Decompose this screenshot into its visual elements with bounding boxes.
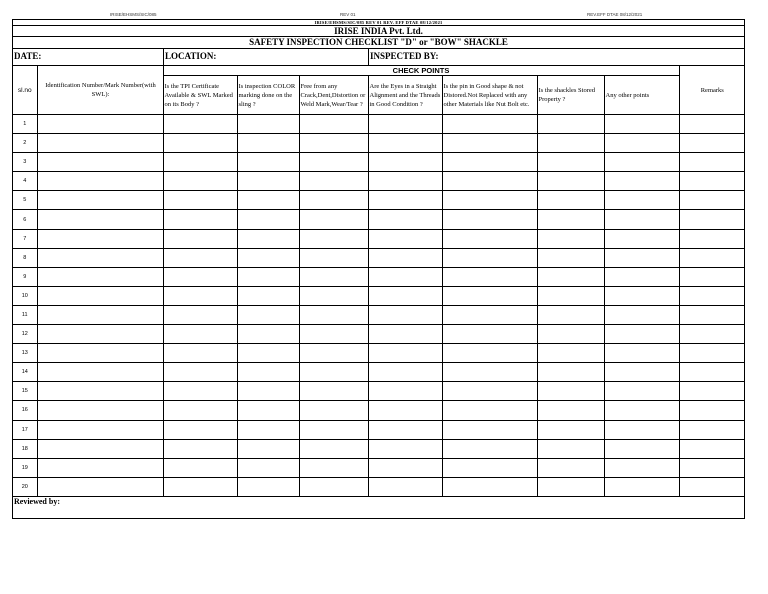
- entry-cell[interactable]: [679, 305, 744, 324]
- entry-cell[interactable]: [237, 344, 299, 363]
- entry-cell[interactable]: [679, 172, 744, 191]
- entry-cell[interactable]: [368, 458, 442, 477]
- entry-cell[interactable]: [537, 115, 604, 134]
- entry-cell[interactable]: [537, 210, 604, 229]
- entry-cell[interactable]: [368, 344, 442, 363]
- table-row: [13, 210, 744, 229]
- doc-code-label: IRISE/EHSMS/SIC/085: [110, 12, 157, 17]
- row-number: 14: [13, 363, 37, 382]
- entry-cell[interactable]: [604, 267, 679, 286]
- entry-cell[interactable]: [368, 134, 442, 153]
- col-slno: sl.no: [13, 66, 37, 115]
- entry-cell[interactable]: [237, 477, 299, 496]
- table-row: [13, 477, 744, 496]
- entry-cell[interactable]: [237, 305, 299, 324]
- entry-cell[interactable]: [237, 191, 299, 210]
- table-row: [13, 134, 744, 153]
- entry-cell[interactable]: [163, 458, 237, 477]
- entry-cell[interactable]: [442, 401, 537, 420]
- entry-cell[interactable]: [163, 305, 237, 324]
- entry-cell[interactable]: [37, 458, 163, 477]
- table-row: [13, 305, 744, 324]
- entry-cell[interactable]: [679, 286, 744, 305]
- entry-cell[interactable]: [679, 344, 744, 363]
- table-row: [13, 382, 744, 401]
- entry-cell[interactable]: [163, 363, 237, 382]
- entry-cell[interactable]: [604, 363, 679, 382]
- col-remarks: Remarks: [679, 66, 744, 115]
- entry-cell[interactable]: [442, 191, 537, 210]
- entry-cell[interactable]: [163, 134, 237, 153]
- entry-cell[interactable]: [604, 172, 679, 191]
- row-number: 7: [13, 229, 37, 248]
- table-row: [13, 115, 744, 134]
- entry-cell[interactable]: [537, 363, 604, 382]
- entry-cell[interactable]: [163, 191, 237, 210]
- entry-cell[interactable]: [679, 477, 744, 496]
- entry-cell[interactable]: [37, 229, 163, 248]
- entry-cell[interactable]: [237, 229, 299, 248]
- entry-cell[interactable]: [37, 172, 163, 191]
- row-number: 3: [13, 153, 37, 172]
- entry-cell[interactable]: [442, 363, 537, 382]
- entry-cell[interactable]: [368, 382, 442, 401]
- row-number: 12: [13, 325, 37, 344]
- entry-cell[interactable]: [537, 229, 604, 248]
- entry-cell[interactable]: [604, 382, 679, 401]
- entry-cell[interactable]: [442, 305, 537, 324]
- entry-cell[interactable]: [604, 210, 679, 229]
- entry-cell[interactable]: [604, 248, 679, 267]
- entry-cell[interactable]: [37, 248, 163, 267]
- table-row: [13, 267, 744, 286]
- entry-cell[interactable]: [163, 229, 237, 248]
- entry-cell[interactable]: [237, 382, 299, 401]
- entry-cell[interactable]: [442, 267, 537, 286]
- table-row: [13, 401, 744, 420]
- entry-cell[interactable]: [368, 477, 442, 496]
- col-tpi-certificate: Is the TPI Certificate Available & SWL Marked on its Body ?: [163, 76, 237, 115]
- entry-cell[interactable]: [299, 458, 368, 477]
- col-eyes-alignment: Are the Eyes in a Straight Alignment and the Threads in Good Condition ?: [368, 76, 442, 115]
- table-row: [13, 248, 744, 267]
- table-row: [13, 363, 744, 382]
- entry-cell[interactable]: [537, 401, 604, 420]
- entry-cell[interactable]: [368, 286, 442, 305]
- company-name: IRISE INDIA Pvt. Ltd.: [13, 26, 744, 37]
- entry-cell[interactable]: [37, 134, 163, 153]
- entry-cell[interactable]: [237, 153, 299, 172]
- entry-cell[interactable]: [604, 115, 679, 134]
- entry-cell[interactable]: [299, 229, 368, 248]
- entry-cell[interactable]: [679, 229, 744, 248]
- entry-cell[interactable]: [679, 191, 744, 210]
- entry-cell[interactable]: [604, 401, 679, 420]
- entry-cell[interactable]: [368, 229, 442, 248]
- entry-cell[interactable]: [604, 325, 679, 344]
- col-color-marking: Is inspection COLOR marking done on the sling ?: [237, 76, 299, 115]
- entry-cell[interactable]: [604, 439, 679, 458]
- entry-cell[interactable]: [679, 420, 744, 439]
- row-number: 2: [13, 134, 37, 153]
- table-row: [13, 420, 744, 439]
- row-number: 6: [13, 210, 37, 229]
- entry-cell[interactable]: [299, 248, 368, 267]
- entry-cell[interactable]: [604, 153, 679, 172]
- col-identification: Identification Number/Mark Number(with SWL):: [37, 66, 163, 115]
- entry-cell[interactable]: [37, 191, 163, 210]
- entry-cell[interactable]: [237, 420, 299, 439]
- entry-cell[interactable]: [537, 134, 604, 153]
- entry-cell[interactable]: [537, 344, 604, 363]
- entry-cell[interactable]: [299, 153, 368, 172]
- table-row: [13, 458, 744, 477]
- entry-cell[interactable]: [37, 267, 163, 286]
- entry-cell[interactable]: [37, 477, 163, 496]
- entry-cell[interactable]: [299, 477, 368, 496]
- table-row: [13, 191, 744, 210]
- entry-cell[interactable]: [604, 229, 679, 248]
- entry-cell[interactable]: [299, 115, 368, 134]
- row-number: 4: [13, 172, 37, 191]
- row-number: 11: [13, 305, 37, 324]
- checklist-form: [12, 19, 745, 519]
- entry-cell[interactable]: [299, 210, 368, 229]
- entry-cell[interactable]: [537, 420, 604, 439]
- table-row: [13, 172, 744, 191]
- row-number: 16: [13, 401, 37, 420]
- entry-cell[interactable]: [163, 477, 237, 496]
- entry-cell[interactable]: [299, 172, 368, 191]
- entry-cell[interactable]: [442, 286, 537, 305]
- entry-cell[interactable]: [679, 153, 744, 172]
- row-number: 10: [13, 286, 37, 305]
- entry-cell[interactable]: [163, 210, 237, 229]
- entry-cell[interactable]: [37, 286, 163, 305]
- entry-cell[interactable]: [299, 401, 368, 420]
- entry-cell[interactable]: [679, 363, 744, 382]
- entry-cell[interactable]: [537, 325, 604, 344]
- entry-cell[interactable]: [299, 286, 368, 305]
- entry-cell[interactable]: [237, 401, 299, 420]
- col-other-points: Any other points: [604, 76, 679, 115]
- entry-cell[interactable]: [442, 458, 537, 477]
- entry-cell[interactable]: [604, 458, 679, 477]
- entry-cell[interactable]: [237, 286, 299, 305]
- entry-cell[interactable]: [163, 172, 237, 191]
- entry-cell[interactable]: [368, 267, 442, 286]
- entry-cell[interactable]: [299, 420, 368, 439]
- entry-cell[interactable]: [163, 382, 237, 401]
- entry-cell[interactable]: [537, 477, 604, 496]
- row-number: 5: [13, 191, 37, 210]
- reviewed-by: Reviewed by:: [14, 496, 60, 506]
- entry-cell[interactable]: [604, 344, 679, 363]
- entry-cell[interactable]: [537, 191, 604, 210]
- entry-cell[interactable]: [368, 401, 442, 420]
- entry-cell[interactable]: [537, 286, 604, 305]
- check-points-header: CHECK POINTS: [163, 66, 679, 76]
- table-row: [13, 439, 744, 458]
- entry-cell[interactable]: [679, 382, 744, 401]
- entry-cell[interactable]: [368, 420, 442, 439]
- row-number: 13: [13, 344, 37, 363]
- entry-cell[interactable]: [37, 439, 163, 458]
- entry-cell[interactable]: [163, 344, 237, 363]
- entry-cell[interactable]: [163, 420, 237, 439]
- entry-cell[interactable]: [237, 210, 299, 229]
- row-number: 17: [13, 420, 37, 439]
- info-row: [13, 49, 744, 66]
- entry-cell[interactable]: [679, 134, 744, 153]
- entry-cell[interactable]: [604, 191, 679, 210]
- entry-cell[interactable]: [237, 458, 299, 477]
- entry-cell[interactable]: [537, 305, 604, 324]
- entry-cell[interactable]: [604, 477, 679, 496]
- entry-cell[interactable]: [237, 134, 299, 153]
- entry-cell[interactable]: [299, 363, 368, 382]
- entry-cell[interactable]: [237, 439, 299, 458]
- entry-cell[interactable]: [679, 267, 744, 286]
- entry-cell[interactable]: [368, 191, 442, 210]
- entry-cell[interactable]: [37, 363, 163, 382]
- entry-cell[interactable]: [37, 153, 163, 172]
- date-field[interactable]: DATE:: [14, 51, 42, 61]
- entry-cell[interactable]: [442, 172, 537, 191]
- entry-cell[interactable]: [368, 325, 442, 344]
- entry-cell[interactable]: [368, 439, 442, 458]
- entry-cell[interactable]: [163, 325, 237, 344]
- entry-cell[interactable]: [299, 382, 368, 401]
- table-row: [13, 153, 744, 172]
- entry-cell[interactable]: [299, 191, 368, 210]
- entry-cell[interactable]: [604, 134, 679, 153]
- entry-cell[interactable]: [368, 305, 442, 324]
- entry-cell[interactable]: [163, 439, 237, 458]
- entry-cell[interactable]: [299, 344, 368, 363]
- row-number: 20: [13, 477, 37, 496]
- checklist-rows: [13, 115, 744, 497]
- entry-cell[interactable]: [237, 115, 299, 134]
- table-row: [13, 325, 744, 344]
- entry-cell[interactable]: [163, 286, 237, 305]
- form-title: SAFETY INSPECTION CHECKLIST "D" or "BOW" SHACKLE: [13, 37, 744, 49]
- entry-cell[interactable]: [679, 248, 744, 267]
- table-row: [13, 286, 744, 305]
- entry-cell[interactable]: [442, 344, 537, 363]
- entry-cell[interactable]: [679, 115, 744, 134]
- entry-cell[interactable]: [163, 267, 237, 286]
- entry-cell[interactable]: [299, 134, 368, 153]
- entry-cell[interactable]: [299, 439, 368, 458]
- entry-cell[interactable]: [163, 401, 237, 420]
- entry-cell[interactable]: [604, 420, 679, 439]
- entry-cell[interactable]: [163, 115, 237, 134]
- entry-cell[interactable]: [537, 439, 604, 458]
- entry-cell[interactable]: [442, 115, 537, 134]
- entry-cell[interactable]: [37, 325, 163, 344]
- entry-cell[interactable]: [442, 153, 537, 172]
- entry-cell[interactable]: [537, 248, 604, 267]
- entry-cell[interactable]: [442, 229, 537, 248]
- reference-line: IRISE/EHSMS/SIC/085 REV 01 REV. EFF DTAE 08/12/2021: [13, 20, 744, 26]
- table-row: [13, 229, 744, 248]
- entry-cell[interactable]: [442, 477, 537, 496]
- entry-cell[interactable]: [368, 210, 442, 229]
- entry-cell[interactable]: [537, 267, 604, 286]
- row-number: 8: [13, 248, 37, 267]
- entry-cell[interactable]: [442, 325, 537, 344]
- entry-cell[interactable]: [368, 248, 442, 267]
- entry-cell[interactable]: [37, 305, 163, 324]
- entry-cell[interactable]: [604, 305, 679, 324]
- entry-cell[interactable]: [237, 325, 299, 344]
- entry-cell[interactable]: [37, 401, 163, 420]
- row-number: 15: [13, 382, 37, 401]
- entry-cell[interactable]: [679, 439, 744, 458]
- entry-cell[interactable]: [37, 115, 163, 134]
- entry-cell[interactable]: [679, 210, 744, 229]
- entry-cell[interactable]: [679, 458, 744, 477]
- entry-cell[interactable]: [442, 420, 537, 439]
- entry-cell[interactable]: [37, 420, 163, 439]
- entry-cell[interactable]: [163, 153, 237, 172]
- entry-cell[interactable]: [37, 210, 163, 229]
- checklist-table: [13, 66, 744, 497]
- entry-cell[interactable]: [368, 153, 442, 172]
- row-number: 18: [13, 439, 37, 458]
- entry-cell[interactable]: [237, 248, 299, 267]
- entry-cell[interactable]: [679, 401, 744, 420]
- entry-cell[interactable]: [604, 286, 679, 305]
- entry-cell[interactable]: [442, 439, 537, 458]
- table-row: [13, 344, 744, 363]
- entry-cell[interactable]: [237, 267, 299, 286]
- entry-cell[interactable]: [163, 248, 237, 267]
- entry-cell[interactable]: [442, 382, 537, 401]
- entry-cell[interactable]: [537, 382, 604, 401]
- col-pin-shape: Is the pin in Good shape & not Distored.Not Replaced with any other Materials like Nut Bolt etc.: [442, 76, 537, 115]
- entry-cell[interactable]: [679, 325, 744, 344]
- entry-cell[interactable]: [237, 172, 299, 191]
- entry-cell[interactable]: [442, 210, 537, 229]
- entry-cell[interactable]: [299, 267, 368, 286]
- entry-cell[interactable]: [37, 344, 163, 363]
- entry-cell[interactable]: [442, 134, 537, 153]
- entry-cell[interactable]: [237, 363, 299, 382]
- revision-date-label: REV.EFF DTAE 08/12/2021: [587, 12, 643, 17]
- row-number: 19: [13, 458, 37, 477]
- entry-cell[interactable]: [442, 248, 537, 267]
- inspected-by-field[interactable]: INSPECTED BY:: [368, 49, 744, 65]
- entry-cell[interactable]: [368, 363, 442, 382]
- row-number: 1: [13, 115, 37, 134]
- entry-cell[interactable]: [537, 172, 604, 191]
- entry-cell[interactable]: [37, 382, 163, 401]
- entry-cell[interactable]: [368, 172, 442, 191]
- entry-cell[interactable]: [299, 305, 368, 324]
- row-number: 9: [13, 267, 37, 286]
- entry-cell[interactable]: [537, 153, 604, 172]
- entry-cell[interactable]: [537, 458, 604, 477]
- col-stored-properly: Is the shackles Stored Property ?: [537, 76, 604, 115]
- col-crack-dent: Free from any Crack,Dent,Distortion or Weld Mark,Wear/Tear ?: [299, 76, 368, 115]
- entry-cell[interactable]: [368, 115, 442, 134]
- revision-label: REV 01: [340, 12, 356, 17]
- location-field[interactable]: LOCATION:: [163, 49, 368, 65]
- entry-cell[interactable]: [299, 325, 368, 344]
